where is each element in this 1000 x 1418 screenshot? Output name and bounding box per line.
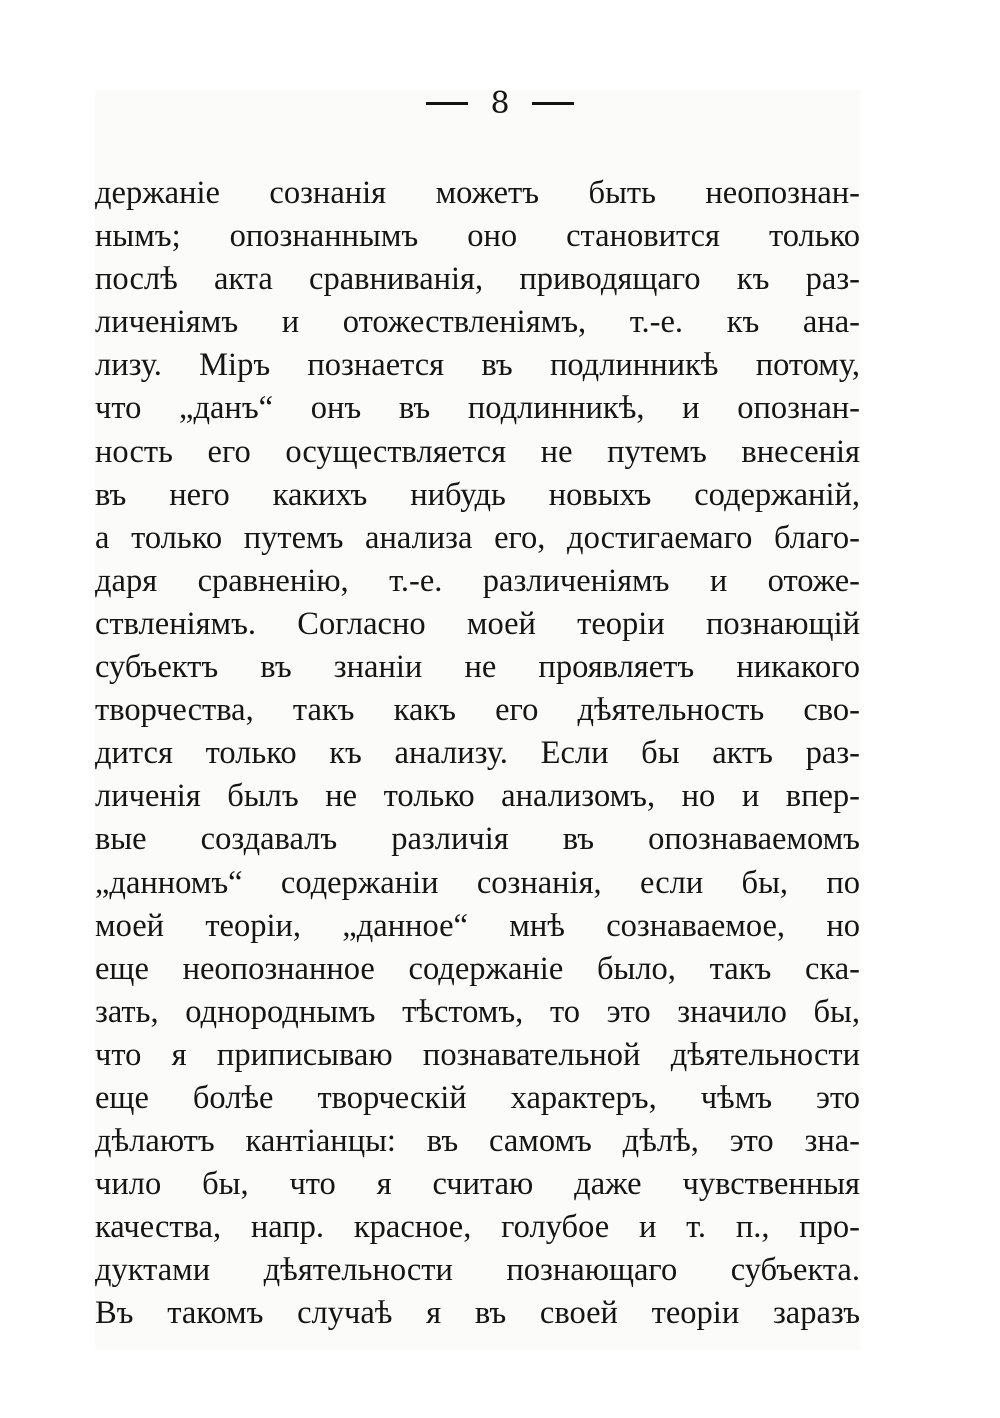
left-dash <box>426 102 468 105</box>
text-line: субъектъ въ знаніи не проявляетъ никакого <box>95 649 860 686</box>
text-line: еще болѣе творческій характеръ, чѣмъ это <box>95 1079 860 1116</box>
text-line: что я приписываю познавательной дѣятельности <box>95 1036 860 1073</box>
text-line: чило бы, что я считаю даже чувственныя <box>95 1166 860 1203</box>
text-line: ствленіямъ. Согласно моей теоріи познающій <box>95 605 860 642</box>
text-line: дится только къ анализу. Если бы актъ раз- <box>95 735 860 772</box>
right-dash <box>532 102 574 105</box>
text-line: качества, напр. красное, голубое и т. п., про- <box>95 1209 860 1246</box>
text-line: послѣ акта сравниванія, приводящаго къ раз- <box>95 261 860 298</box>
text-line: что „данъ“ онъ въ подлинникѣ, и опознан- <box>95 390 860 427</box>
text-line: вые создавалъ различія въ опознаваемомъ <box>95 821 860 858</box>
text-line: „данномъ“ содержаніи сознанія, если бы, по <box>95 864 860 901</box>
text-line: творчества, такъ какъ его дѣятельность сво- <box>95 692 860 729</box>
text-line: ность его осуществляется не путемъ внесенія <box>95 433 860 470</box>
body-text <box>95 172 860 1336</box>
text-line: личеніямъ и отожествленіямъ, т.-е. къ ана- <box>95 304 860 341</box>
text-line: дѣлаютъ кантіанцы: въ самомъ дѣлѣ, это зна- <box>95 1123 860 1160</box>
text-line: зать, однороднымъ тѣстомъ, то это значило бы, <box>95 993 860 1030</box>
text-line: еще неопознанное содержаніе было, такъ ска- <box>95 950 860 987</box>
page-number: 8 <box>490 86 510 121</box>
text-line: Въ такомъ случаѣ я въ своей теоріи заразъ <box>95 1295 860 1332</box>
text-line: въ него какихъ нибудь новыхъ содержаній, <box>95 476 860 513</box>
text-line: а только путемъ анализа его, достигаемаго благо- <box>95 519 860 556</box>
text-line: нымъ; опознаннымъ оно становится только <box>95 218 860 255</box>
text-line: дуктами дѣятельности познающаго субъекта. <box>95 1252 860 1289</box>
text-line: личенія былъ не только анализомъ, но и впер- <box>95 778 860 815</box>
text-line: моей теоріи, „данное“ мнѣ сознаваемое, но <box>95 907 860 944</box>
page-number-header <box>0 84 1000 124</box>
text-line: лизу. Міръ познается въ подлинникѣ потому, <box>95 347 860 384</box>
text-line: даря сравненію, т.-е. различеніямъ и отоже- <box>95 562 860 599</box>
text-line: держаніе сознанія можетъ быть неопознан- <box>95 175 860 211</box>
